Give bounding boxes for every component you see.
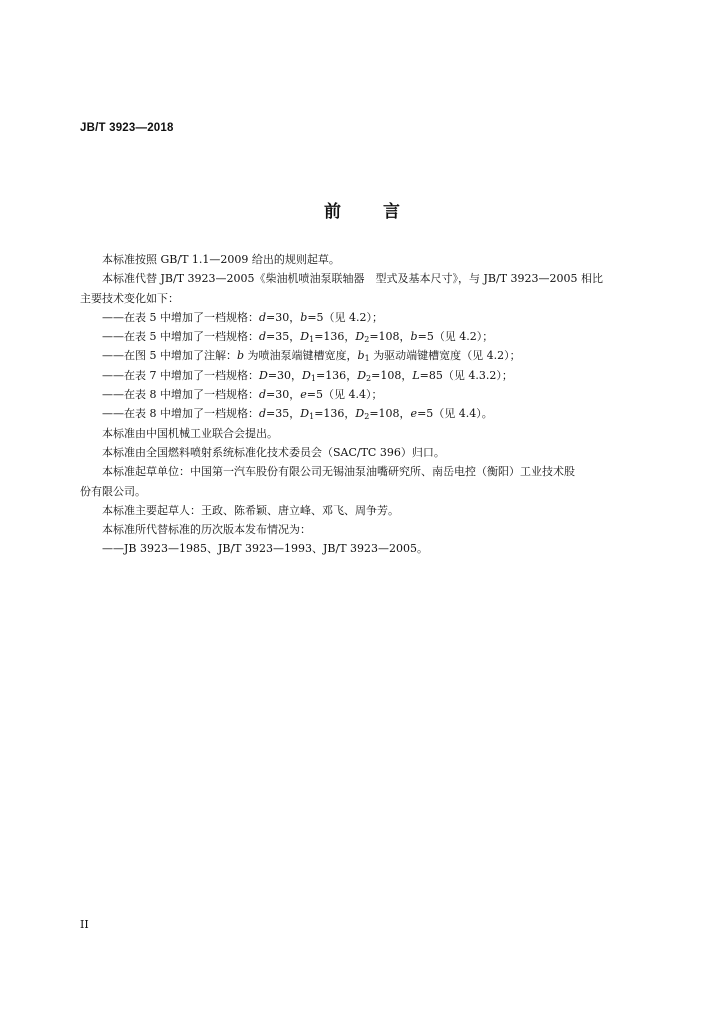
- change-item-text: ——在表 5 中增加了一档规格：: [102, 310, 259, 324]
- paragraph-text: ——JB 3923—1985、JB/T 3923—1993、JB/T 3923—2005。: [102, 542, 429, 556]
- change-item-text: ——在表 8 中增加了一档规格：: [102, 407, 259, 421]
- title-char-1: 前: [324, 202, 341, 222]
- paragraph-drafters: [80, 501, 640, 520]
- change-item-5: ——在表 8 中增加了一档规格：d=30，e=5（见 4.4）；: [102, 388, 383, 402]
- page-number: II: [80, 918, 89, 931]
- change-item-text: ——在表 7 中增加了一档规格：: [102, 368, 259, 382]
- paragraph-text: 本标准由中国机械工业联合会提出。: [102, 426, 278, 440]
- paragraph-text: 本标准按照 GB/T 1.1—2009 给出的规则起草。: [102, 253, 340, 266]
- paragraph-history-intro: [80, 520, 640, 539]
- paragraph-text: 本标准所代替标准的历次版本发布情况为：: [102, 523, 311, 537]
- change-item-text: ——在表 8 中增加了一档规格：: [102, 388, 259, 402]
- paragraph-history-list: [80, 539, 640, 558]
- paragraph-drafting-units: [80, 462, 640, 481]
- change-item-1: ——在表 5 中增加了一档规格：d=30，b=5（见 4.2）；: [102, 310, 384, 324]
- paragraph-text: 份有限公司。: [80, 484, 146, 498]
- foreword-body: [80, 250, 640, 559]
- paragraph-text: 主要技术变化如下：: [80, 291, 179, 305]
- page-title: [0, 197, 724, 222]
- paragraph-text: 本标准代替 JB/T 3923—2005《柴油机喷油泵联轴器 型式及基本尺寸》，与 JB/T 3923—2005 相比: [102, 272, 604, 286]
- paragraph-under-jurisdiction: [80, 443, 640, 462]
- paragraph-text: 本标准起草单位：中国第一汽车股份有限公司无锡油泵油嘴研究所、南岳电控（衡阳）工业技术股: [102, 465, 575, 479]
- change-item-text: ——在图 5 中增加了注解：: [102, 349, 237, 363]
- title-char-2: 言: [383, 202, 400, 222]
- change-item-3: ——在图 5 中增加了注解：b 为喷油泵端键槽宽度，$b_1$ 为驱动端键槽宽度（见 4.2）；: [102, 349, 521, 364]
- paragraph-proposed-by: [80, 424, 640, 443]
- change-item-6: ——在表 8 中增加了一档规格：d=35，$D_1=136$，$D_2=108$，e=5（见 4.4）。: [102, 407, 493, 422]
- paragraph-drafting-units-cont: [80, 482, 640, 501]
- paragraph-text: 本标准主要起草人：王政、陈希颖、唐立峰、邓飞、周争芳。: [102, 503, 399, 517]
- paragraph-text: 本标准由全国燃料喷射系统标准化技术委员会（SAC/TC 396）归口。: [102, 445, 445, 459]
- change-item-2: ——在表 5 中增加了一档规格：d=35，$D_1=136$，$D_2=108$，b=5（见 4.2）；: [102, 330, 494, 345]
- paragraph-replaces: [80, 269, 640, 288]
- paragraph-replaces-cont: [80, 289, 640, 308]
- change-item-text: ——在表 5 中增加了一档规格：: [102, 330, 259, 344]
- standard-code: JB/T 3923—2018: [80, 122, 174, 134]
- change-item-4: ——在表 7 中增加了一档规格：D=30，$D_1=136$，$D_2=108$，L=85（见 4.3.2）；: [102, 368, 513, 383]
- paragraph-drafting-rule: [80, 250, 640, 269]
